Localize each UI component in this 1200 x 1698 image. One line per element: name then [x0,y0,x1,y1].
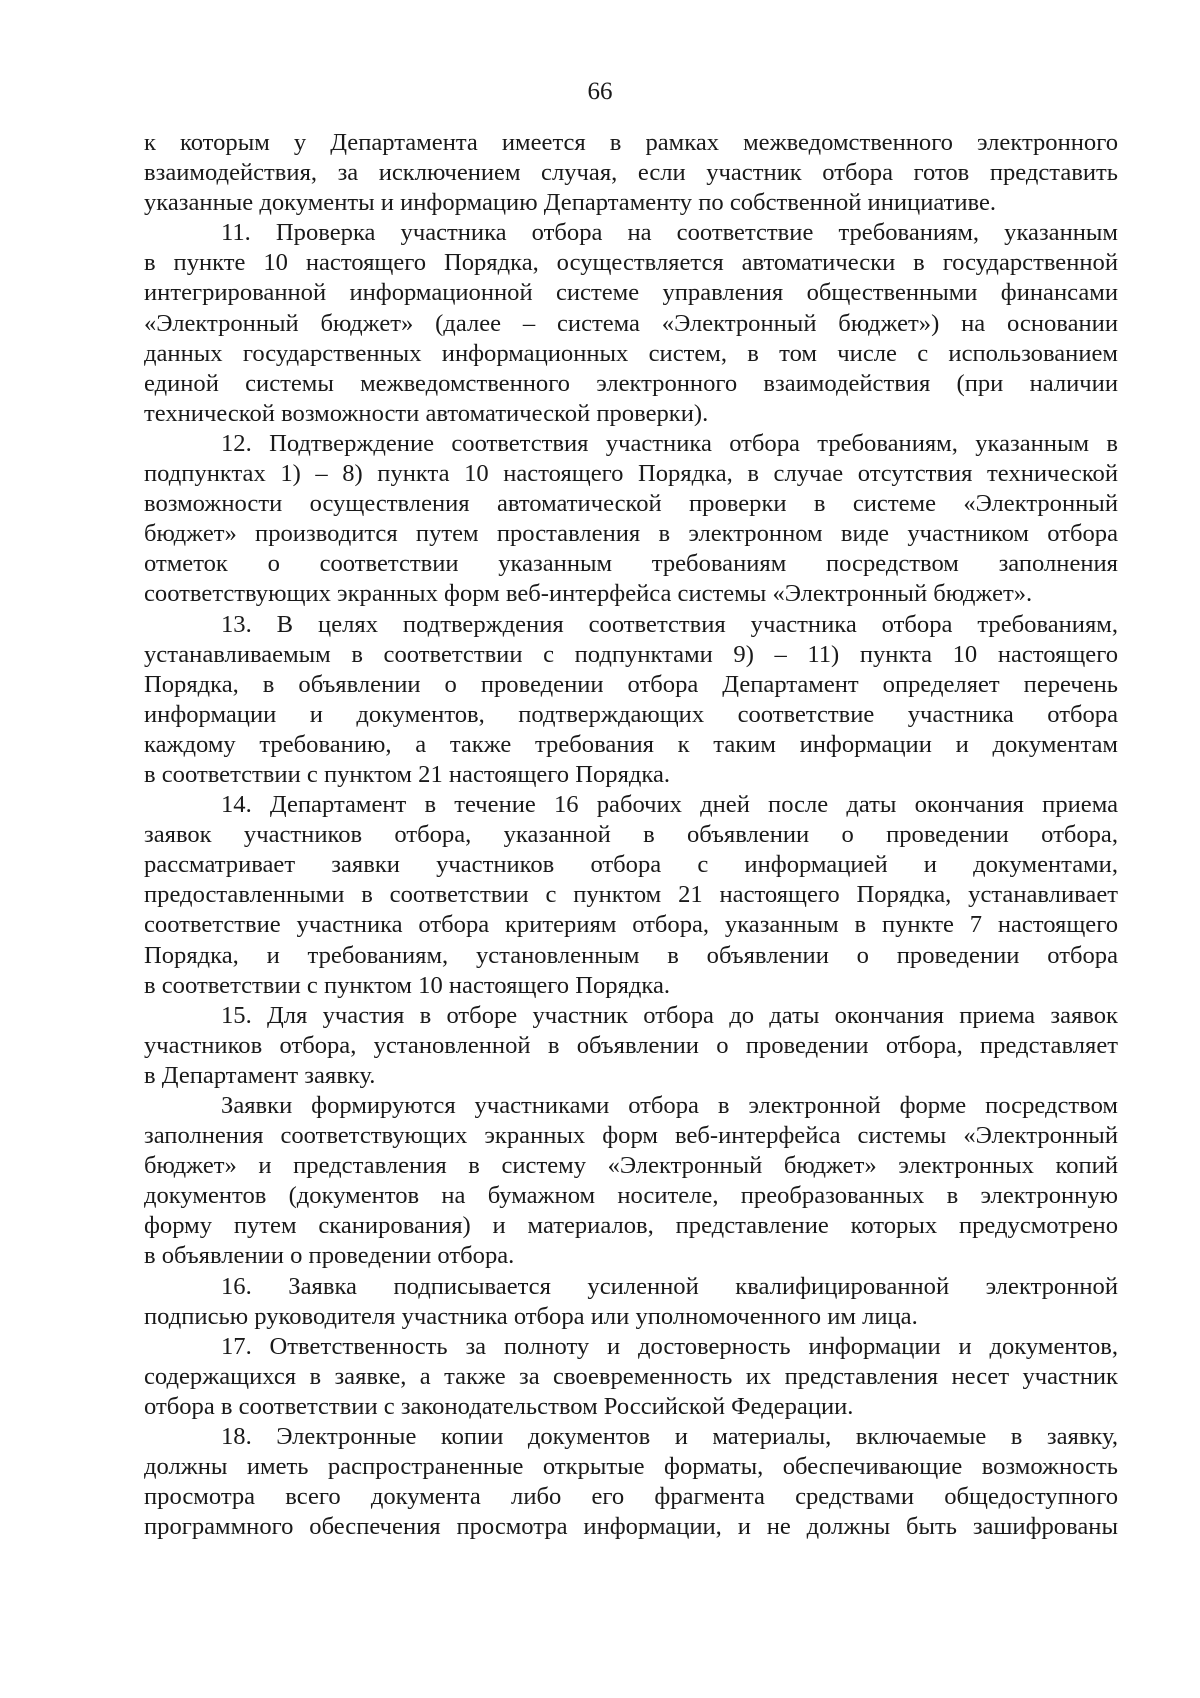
text-line: бюджет» и представления в систему «Электронный бюджет» электронных копий [144,1152,1118,1180]
text-line: возможности осуществления автоматической проверки в системе «Электронный [144,490,1118,518]
paragraph-p18 [144,1422,1118,1542]
text-line: заполнения соответствующих экранных форм веб-интерфейса системы «Электронный [144,1122,1118,1150]
text-line: в пункте 10 настоящего Порядка, осуществляется автоматически в государственной [144,249,1118,277]
text-line: к которым у Департамента имеется в рамках межведомственного электронного [144,129,1118,156]
text-line: бюджет» производится путем проставления в электронном виде участником отбора [144,520,1118,548]
text-line: соответствующих экранных форм веб-интерфейса системы «Электронный бюджет». [144,580,1033,608]
text-line: 12. Подтверждение соответствия участника отбора требованиям, указанным в [221,429,1118,457]
text-line: интегрированной информационной системе управления общественными финансами [144,279,1118,307]
text-line: в соответствии с пунктом 21 настоящего Порядка. [144,760,671,788]
text-line: предоставленными в соответствии с пунктом 21 настоящего Порядка, устанавливает [144,881,1118,909]
text-line: подпунктах 1) – 8) пункта 10 настоящего Порядка, в случае отсутствия технической [144,460,1118,488]
text-line: «Электронный бюджет» (далее – система «Электронный бюджет») на основании [144,309,1118,337]
paragraph-p14 [144,790,1118,1001]
text-line: единой системы межведомственного электронного взаимодействия (при наличии [144,369,1118,397]
text-line: технической возможности автоматической проверки). [144,399,709,427]
text-line: подписью руководителя участника отбора или уполномоченного им лица. [144,1302,918,1330]
paragraph-p13 [144,610,1118,791]
text-line: содержащихся в заявке, а также за своевременность их представления несет участник [144,1362,1118,1390]
page-number: 66 [587,78,613,105]
text-line: в Департамент заявку. [144,1061,376,1089]
paragraph-p12 [144,429,1118,610]
text-line: просмотра всего документа либо его фрагмента средствами общедоступного [144,1483,1118,1511]
text-line: в соответствии с пунктом 10 настоящего Порядка. [144,971,671,999]
text-line: указанные документы и информацию Департаменту по собственной инициативе. [144,189,997,217]
text-line: информации и документов, подтверждающих соответствие участника отбора [144,700,1118,728]
paragraph-p16 [144,1272,1118,1332]
text-line: участников отбора, установленной в объявлении о проведении отбора, представляет [144,1031,1118,1059]
document-body [144,128,1118,1542]
text-line: данных государственных информационных систем, в том числе с использованием [144,339,1118,367]
text-line: Заявки формируются участниками отбора в электронной форме посредством [221,1092,1118,1119]
text-line: 15. Для участия в отборе участник отбора до даты окончания приема заявок [221,1001,1118,1029]
text-line: заявок участников отбора, указанной в объявлении о проведении отбора, [144,821,1118,849]
text-line: взаимодействия, за исключением случая, если участник отбора готов представить [144,159,1118,187]
text-line: 14. Департамент в течение 16 рабочих дней после даты окончания приема [221,791,1118,819]
text-line: каждому требованию, а также требования к таким информации и документам [144,730,1118,758]
text-line: 11. Проверка участника отбора на соответствие требованиям, указанным [221,219,1118,247]
text-line: 17. Ответственность за полноту и достоверность информации и документов, [221,1332,1118,1360]
paragraph-p15b [144,1091,1118,1272]
text-line: в объявлении о проведении отбора. [144,1242,515,1270]
text-line: документов (документов на бумажном носителе, преобразованных в электронную [144,1182,1118,1210]
paragraph-p17 [144,1332,1118,1422]
text-line: 13. В целях подтверждения соответствия участника отбора требованиям, [221,610,1118,638]
text-line: 16. Заявка подписывается усиленной квалифицированной электронной [221,1272,1118,1300]
paragraph-p15 [144,1001,1118,1091]
text-line: устанавливаемым в соответствии с подпунктами 9) – 11) пункта 10 настоящего [144,640,1118,668]
text-line: должны иметь распространенные открытые форматы, обеспечивающие возможность [144,1453,1118,1481]
text-line: отбора в соответствии с законодательством Российской Федерации. [144,1392,854,1420]
text-line: программного обеспечения просмотра информации, и не должны быть зашифрованы [144,1513,1118,1541]
text-line: отметок о соответствии указанным требованиям посредством заполнения [144,550,1118,578]
text-line: Порядка, и требованиям, установленным в объявлении о проведении отбора [144,941,1118,969]
text-line: 18. Электронные копии документов и материалы, включаемые в заявку, [221,1423,1118,1451]
paragraph-p11 [144,218,1118,429]
paragraph-p0 [144,128,1118,218]
text-line: соответствие участника отбора критериям отбора, указанным в пункте 7 настоящего [144,911,1118,939]
text-line: форму путем сканирования) и материалов, представление которых предусмотрено [144,1212,1118,1240]
text-line: рассматривает заявки участников отбора с информацией и документами, [144,851,1118,879]
text-line: Порядка, в объявлении о проведении отбора Департамент определяет перечень [144,670,1118,698]
